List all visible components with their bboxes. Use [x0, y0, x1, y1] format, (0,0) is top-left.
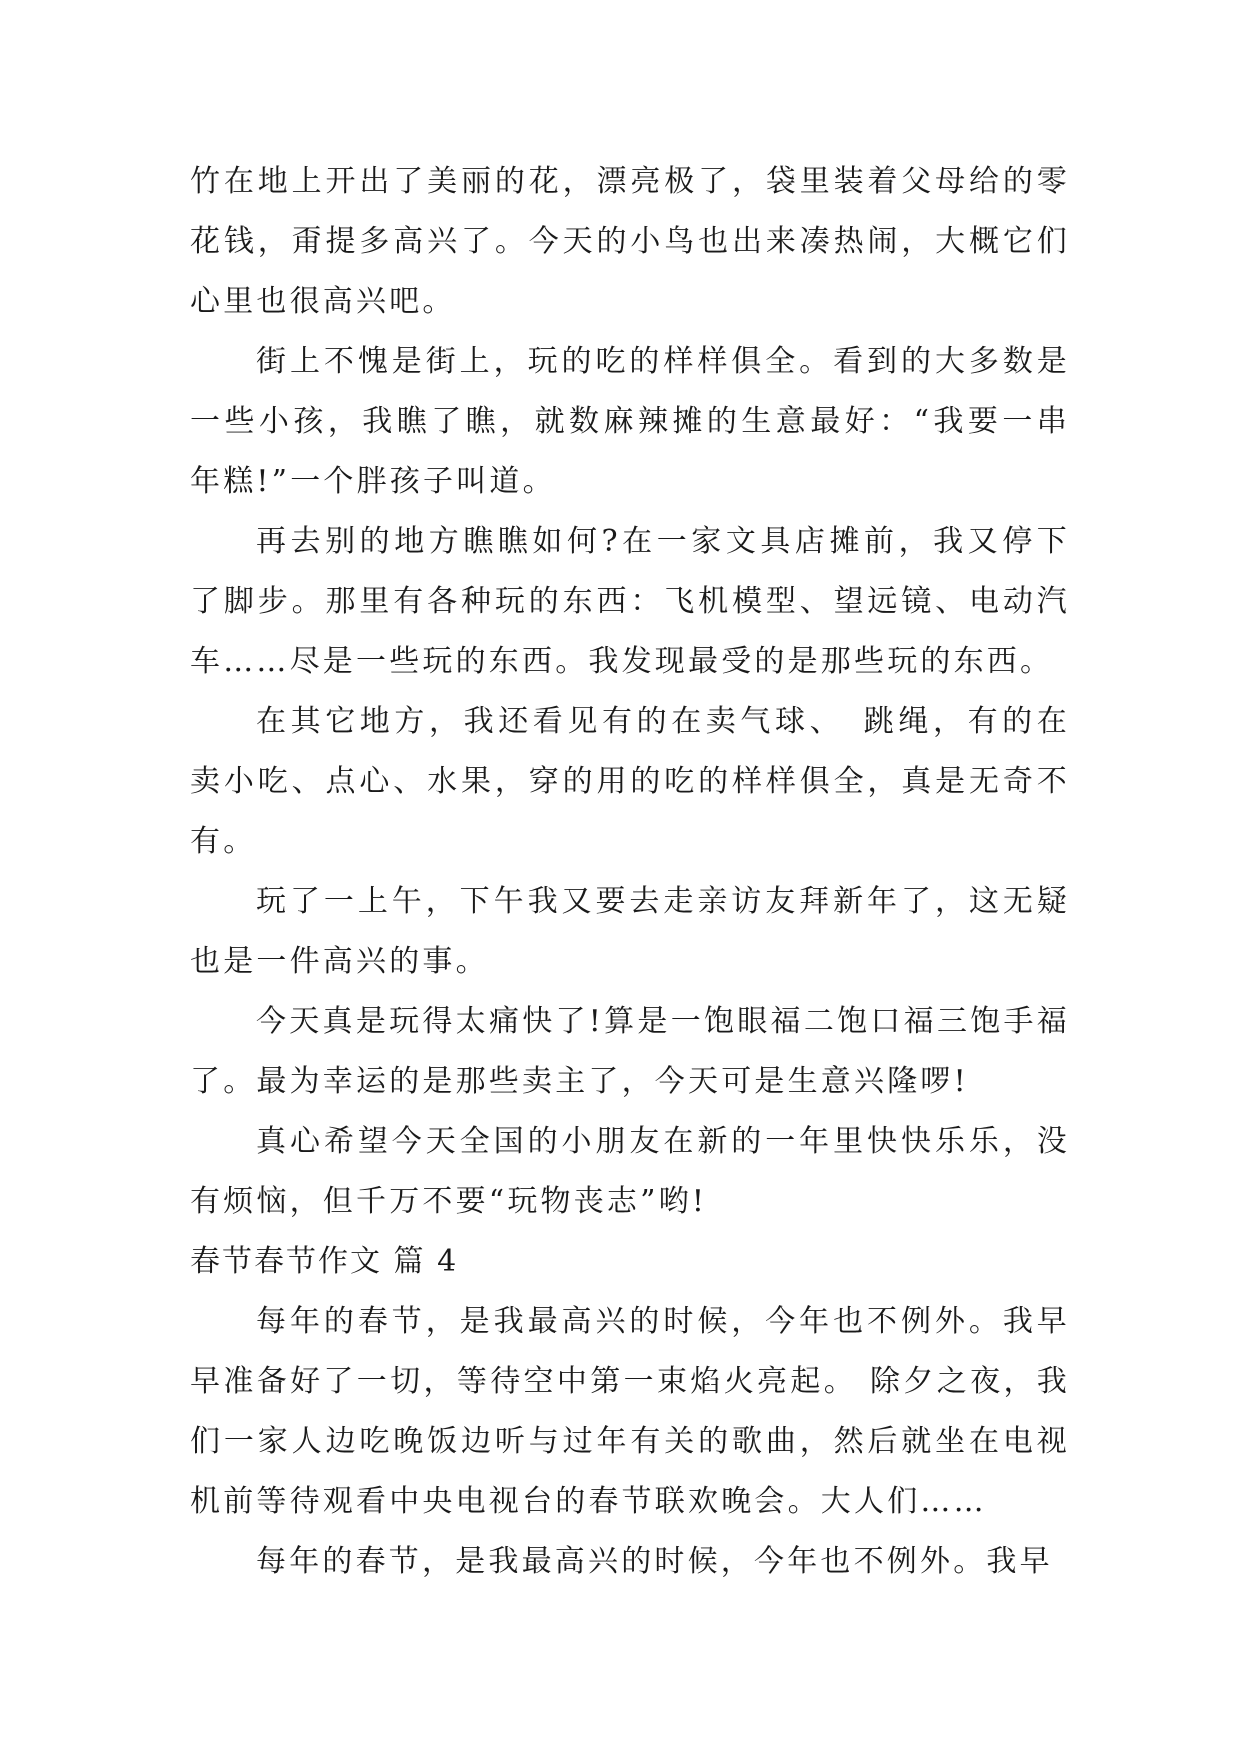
paragraph-3: 再去别的地方瞧瞧如何?在一家文具店摊前，我又停下了脚步。那里有各种玩的东西：飞机模型、望远镜、电动汽车……尽是一些玩的东西。我发现最受的是那些玩的东西。	[190, 524, 1070, 679]
paragraph-6: 今天真是玩得太痛快了!算是一饱眼福二饱口福三饱手福了。最为幸运的是那些卖主了，今天可是生意兴隆啰!	[190, 1004, 1070, 1099]
paragraph-5: 玩了一上午，下午我又要去走亲访友拜新年了，这无疑也是一件高兴的事。	[190, 884, 1070, 979]
section-heading: 春节春节作文 篇 4	[190, 1244, 459, 1279]
paragraph-2: 街上不愧是街上，玩的吃的样样俱全。看到的大多数是一些小孩，我瞧了瞧，就数麻辣摊的生意最好：“我要一串年糕!”一个胖孩子叫道。	[190, 344, 1070, 499]
paragraph-9: 每年的春节，是我最高兴的时候，今年也不例外。我早	[256, 1544, 1053, 1579]
paragraph-7: 真心希望今天全国的小朋友在新的一年里快快乐乐，没有烦恼，但千万不要“玩物丧志”哟!	[190, 1124, 1070, 1219]
paragraph-1: 竹在地上开出了美丽的花，漂亮极了，袋里装着父母给的零花钱，甭提多高兴了。今天的小鸟也出来凑热闹，大概它们心里也很高兴吧。	[190, 164, 1070, 319]
paragraph-8: 每年的春节，是我最高兴的时候，今年也不例外。我早早准备好了一切，等待空中第一束焰火亮起。 除夕之夜，我们一家人边吃晚饭边听与过年有关的歌曲，然后就坐在电视机前等待观看中央电视台的春节联欢晚会。大人们……	[190, 1304, 1070, 1519]
paragraph-4: 在其它地方，我还看见有的在卖气球、 跳绳，有的在卖小吃、点心、水果，穿的用的吃的样样俱全，真是无奇不有。	[190, 704, 1070, 859]
document-body	[190, 152, 1070, 1592]
